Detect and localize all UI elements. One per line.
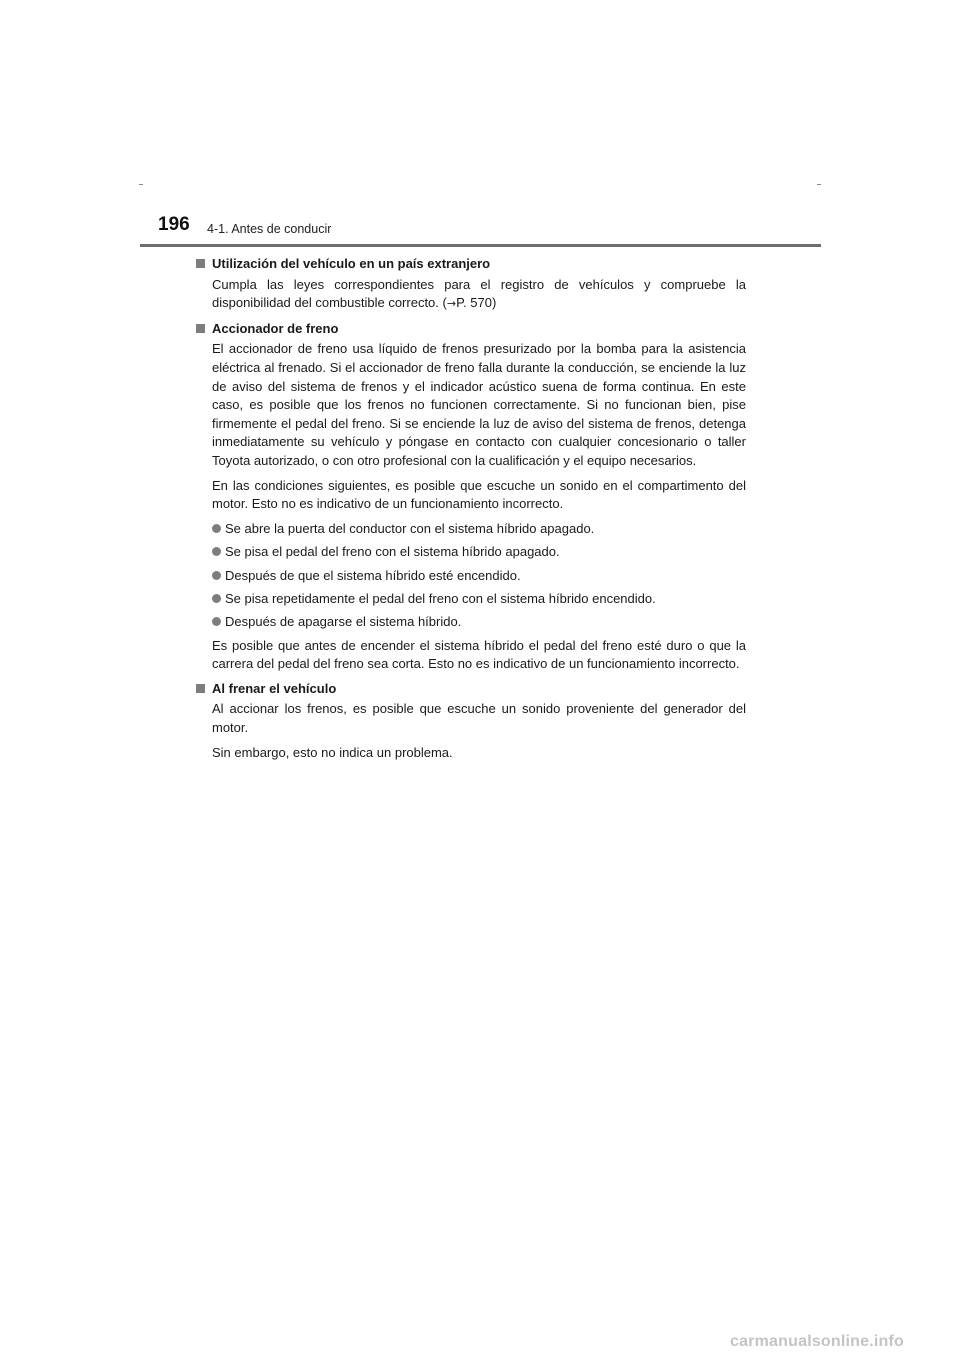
list-item-text: Se pisa repetidamente el pedal del freno con el sistema híbrido encendido. bbox=[225, 590, 656, 606]
section-heading-text: Accionador de freno bbox=[212, 320, 339, 336]
list-item bbox=[212, 520, 746, 539]
section-heading-text: Al frenar el vehículo bbox=[212, 680, 337, 696]
circle-bullet-icon bbox=[212, 617, 221, 626]
page-content bbox=[212, 255, 746, 768]
page-reference[interactable]: P. 570 bbox=[456, 295, 492, 311]
arrow-right-icon: → bbox=[446, 297, 457, 311]
section-heading bbox=[195, 255, 746, 274]
square-bullet-icon bbox=[196, 684, 205, 693]
list-item-text: Después de que el sistema híbrido esté encendido. bbox=[225, 567, 521, 583]
section-title: 4-1. Antes de conducir bbox=[207, 222, 332, 236]
paragraph: Al accionar los frenos, es posible que escuche un sonido proveniente del generador del motor. bbox=[212, 701, 746, 736]
paragraph bbox=[212, 276, 746, 314]
paragraph-text: ) bbox=[492, 295, 497, 311]
list-item bbox=[212, 543, 746, 562]
paragraph: El accionador de freno usa líquido de frenos presurizado por la bomba para la asistencia eléctrica al frenado. Si el accionador de freno falla durante la conducción, se enciende la luz de aviso del sistema de frenos y el indicador acústico suena de forma continua. En este caso, es posible que los frenos no funcionen correctamente. Si no funcionan bien, pise firmemente el pedal del freno. Si se enciende la luz de aviso del sistema de frenos, detenga inmediatamente su vehículo y póngase en contacto con cualquier concesionario o taller Toyota autorizado, o con otro profesional con la cualificación y el equipo necesarios. bbox=[212, 341, 746, 468]
circle-bullet-icon bbox=[212, 547, 221, 556]
list-item-text: Se pisa el pedal del freno con el sistema híbrido apagado. bbox=[225, 544, 560, 560]
circle-bullet-icon bbox=[212, 571, 221, 580]
page-number: 196 bbox=[158, 214, 190, 235]
list-item-text: Después de apagarse el sistema híbrido. bbox=[225, 614, 462, 630]
list-item bbox=[212, 590, 746, 609]
circle-bullet-icon bbox=[212, 524, 221, 533]
section-heading bbox=[195, 680, 746, 699]
watermark: carmanualsonline.info bbox=[730, 1333, 905, 1350]
square-bullet-icon bbox=[196, 324, 205, 333]
crop-mark-right bbox=[817, 184, 821, 185]
header-rule bbox=[140, 244, 821, 247]
crop-mark-left bbox=[139, 184, 143, 185]
paragraph: Sin embargo, esto no indica un problema. bbox=[212, 744, 453, 760]
paragraph: En las condiciones siguientes, es posible que escuche un sonido en el compartimento del motor. Esto no es indicativo de un funcionamiento incorrecto. bbox=[212, 477, 746, 512]
list-item bbox=[212, 567, 746, 586]
list-item bbox=[212, 613, 746, 632]
circle-bullet-icon bbox=[212, 594, 221, 603]
paragraph: Es posible que antes de encender el sistema híbrido el pedal del freno esté duro o que la carrera del pedal del freno sea corta. Esto no es indicativo de un funcionamiento incorrecto. bbox=[212, 637, 746, 672]
section-heading bbox=[195, 320, 746, 339]
paragraph-text: Cumpla las leyes correspondientes para el registro de vehículos y compruebe la disponibilidad del combustible correcto. ( bbox=[212, 276, 746, 311]
section-heading-text: Utilización del vehículo en un país extranjero bbox=[212, 256, 491, 271]
list-item-text: Se abre la puerta del conductor con el sistema híbrido apagado. bbox=[225, 520, 595, 536]
square-bullet-icon bbox=[196, 259, 205, 268]
